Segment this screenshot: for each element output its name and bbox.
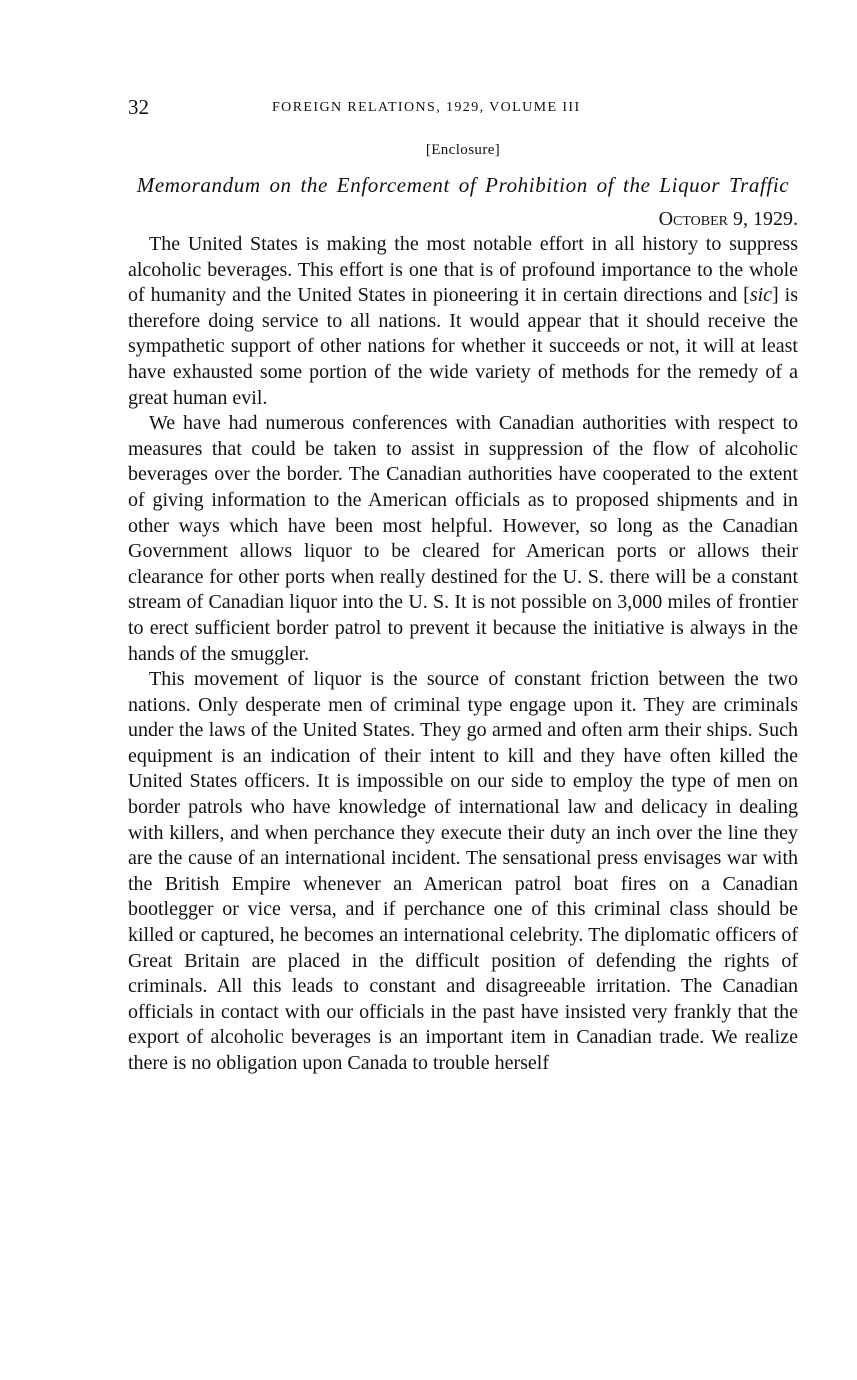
memorandum-title: Memorandum on the Enforcement of Prohibition of the Liquor Traffic (136, 173, 790, 197)
paragraph-2: We have had numerous conferences with Canadian authorities with respect to measures that could be taken to assist in suppression of the flow of alcoholic beverages over the border. The Canadian authorities have cooperated to the extent of giving information to the American officials as to proposed shipments and in other ways which have been most helpful. However, so long as the Canadian Government allows liquor to be cleared for American ports or allows their clearance for other ports when really destined for the U. S. there will be a constant stream of Canadian liquor into the U. S. It is not possible on 3,000 miles of frontier to erect sufficient border patrol to prevent it because the initiative is always in the hands of the smuggler. (128, 412, 798, 665)
memorandum-date: October 9, 1929. (658, 208, 798, 230)
paragraph-1-part-b: ] is therefore doing service to all nations. It would appear that it should receive the sympathetic support of other nations for whether it succeeds or not, it will at least have exhausted some portion of the wide variety of methods for the remedy of a great human evil. (128, 284, 798, 409)
document-page (128, 94, 798, 1077)
memorandum-body (128, 232, 798, 1077)
enclosure-label: [Enclosure] (425, 142, 501, 158)
page-number: 32 (128, 95, 149, 119)
running-title: FOREIGN RELATIONS, 1929, VOLUME III (272, 100, 581, 115)
paragraph-1 (128, 232, 798, 411)
paragraph-3: This movement of liquor is the source of constant friction between the two nations. Only desperate men of criminal type engage upon it. They are criminals under the laws of the United States. They go armed and often arm their ships. Such equipment is an indication of their intent to kill and they have often killed the United States officers. It is impossible on our side to employ the type of men on border patrols who have knowledge of international law and delicacy in dealing with killers, and when perchance they execute their duty an inch over the line they are the cause of an international incident. The sensational press envisages war with the British Empire whenever an American patrol boat fires on a Canadian bootlegger or vice versa, and if perchance one of this criminal class should be killed or captured, he becomes an international celebrity. The diplomatic officers of Great Britain are placed in the difficult position of defending the rights of criminals. All this leads to constant and disagreeable irritation. The Canadian officials in contact with our officials in the past have insisted very frankly that the export of alcoholic beverages is an important item in Canadian trade. We realize there is no obligation upon Canada to trouble herself (128, 668, 798, 1074)
sic-annotation: sic (749, 284, 773, 307)
paragraph-1-part-a: The United States is making the most notable effort in all history to suppress alcoholic beverages. This effort is one that is of profound importance to the whole of humanity and the United States in pioneering it in certain directions and [ (128, 233, 798, 307)
running-header (128, 94, 798, 124)
